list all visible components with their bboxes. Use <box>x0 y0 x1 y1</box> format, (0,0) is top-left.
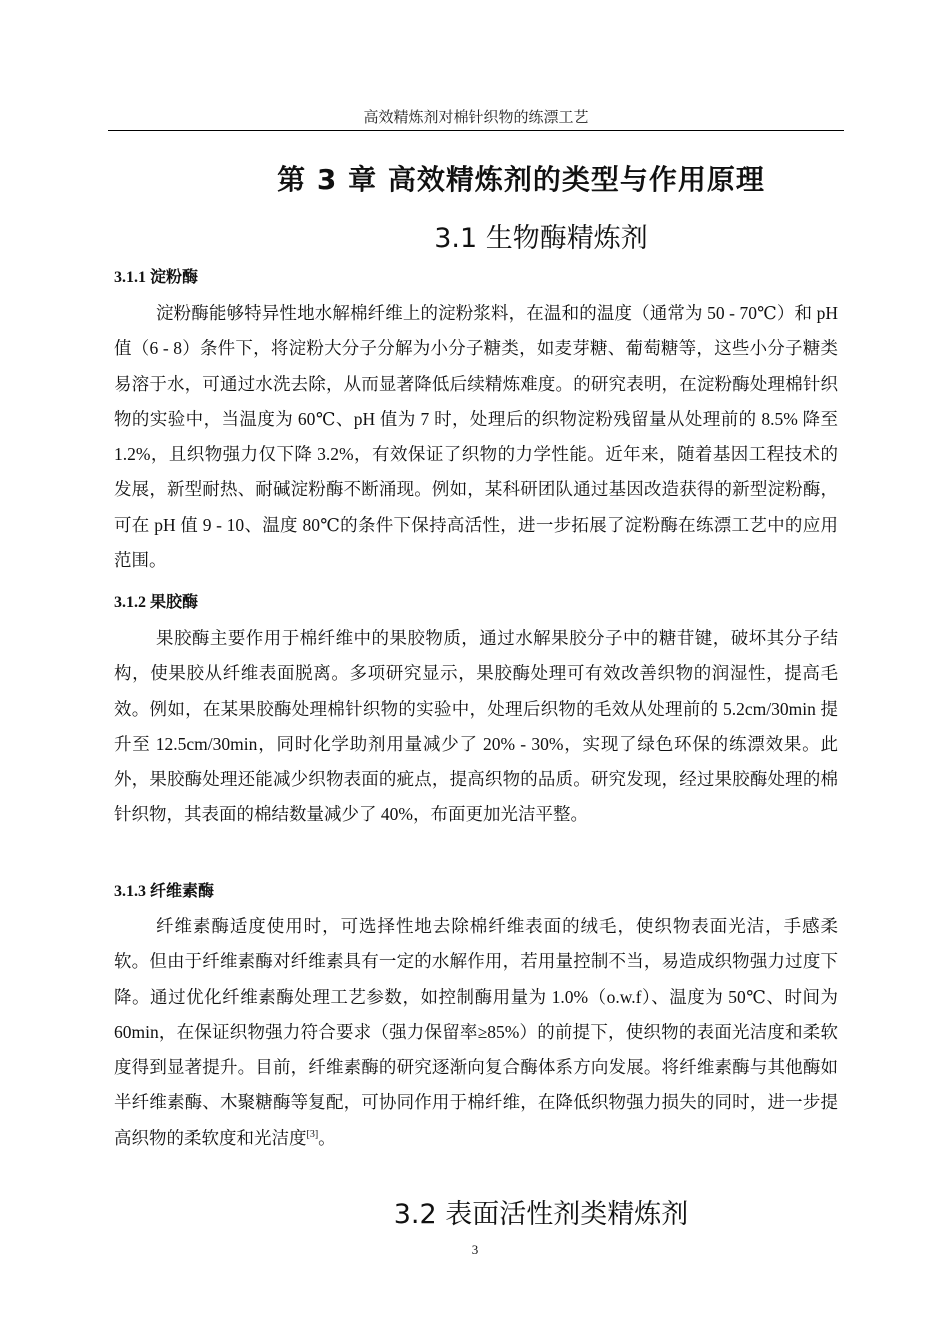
paragraph-amylase: 淀粉酶能够特异性地水解棉纤维上的淀粉浆料，在温和的温度（通常为 50 - 70℃）和 pH 值（6 - 8）条件下，将淀粉大分子分解为小分子糖类，如麦芽糖、葡萄糖等，这些小分子糖类易溶于水，可通过水洗去除，从而显著降低后续精炼难度。的研究表明，在淀粉酶处理棉针织物的实验中，当温度为 60℃、pH 值为 7 时，处理后的织物淀粉残留量从处理前的 8.5% 降至 1.2%，且织物强力仅下降 3.2%，有效保证了织物的力学性能。近年来，随着基因工程技术的发展，新型耐热、耐碱淀粉酶不断涌现。例如，某科研团队通过基因改造获得的新型淀粉酶，可在 pH 值 9 - 10、温度 80℃的条件下保持高活性，进一步拓展了淀粉酶在练漂工艺中的应用范围。 <box>114 303 838 571</box>
paragraph-cellulase <box>114 909 838 1156</box>
subsection-title-3-1-1: 3.1.1 淀粉酶 <box>114 269 199 286</box>
paragraph-cellulase-text: 纤维素酶适度使用时，可选择性地去除棉纤维表面的绒毛，使织物表面光洁，手感柔软。但由于纤维素酶对纤维素具有一定的水解作用，若用量控制不当，易造成织物强力过度下降。通过优化纤维素酶处理工艺参数，如控制酶用量为 1.0%（o.w.f）、温度为 50℃、时间为 60min，在保证织物强力符合要求（强力保留率≥85%）的前提下，使织物的表面光洁度和柔软度得到显著提升。目前，纤维素酶的研究逐渐向复合酶体系方向发展。将纤维素酶与其他酶如半纤维素酶、木聚糖酶等复配，可协同作用于棉纤维，在降低织物强力损失的同时，进一步提高织物的柔软度和光洁度 <box>114 916 838 1148</box>
section-title-3-1: 3.1 生物酶精炼剂 <box>434 223 648 254</box>
section-title-3-2: 3.2 表面活性剂类精炼剂 <box>393 1199 689 1230</box>
running-header: 高效精炼剂对棉针织物的练漂工艺 <box>363 110 589 126</box>
page-number: 3 <box>471 1242 479 1257</box>
subsection-title-3-1-2: 3.1.2 果胶酶 <box>114 594 199 611</box>
subsection-title-3-1-3: 3.1.3 纤维素酶 <box>114 883 215 900</box>
paragraph-pectinase: 果胶酶主要作用于棉纤维中的果胶物质，通过水解果胶分子中的糖苷键，破坏其分子结构，使果胶从纤维表面脱离。多项研究显示，果胶酶处理可有效改善织物的润湿性，提高毛效。例如，在某果胶酶处理棉针织物的实验中，处理后织物的毛效从处理前的 5.2cm/30min 提升至 12.5cm/30min，同时化学助剂用量减少了 20% - 30%，实现了绿色环保的练漂效果。此外，果胶酶处理还能减少织物表面的疵点，提高织物的品质。研究发现，经过果胶酶处理的棉针织物，其表面的棉结数量减少了 40%，布面更加光洁平整。 <box>114 628 838 825</box>
citation-reference[interactable]: [3] <box>306 1128 319 1140</box>
chapter-title: 第 3 章 高效精炼剂的类型与作用原理 <box>277 163 765 196</box>
header-divider <box>108 130 844 131</box>
paragraph-cellulase-end: 。 <box>318 1127 336 1148</box>
